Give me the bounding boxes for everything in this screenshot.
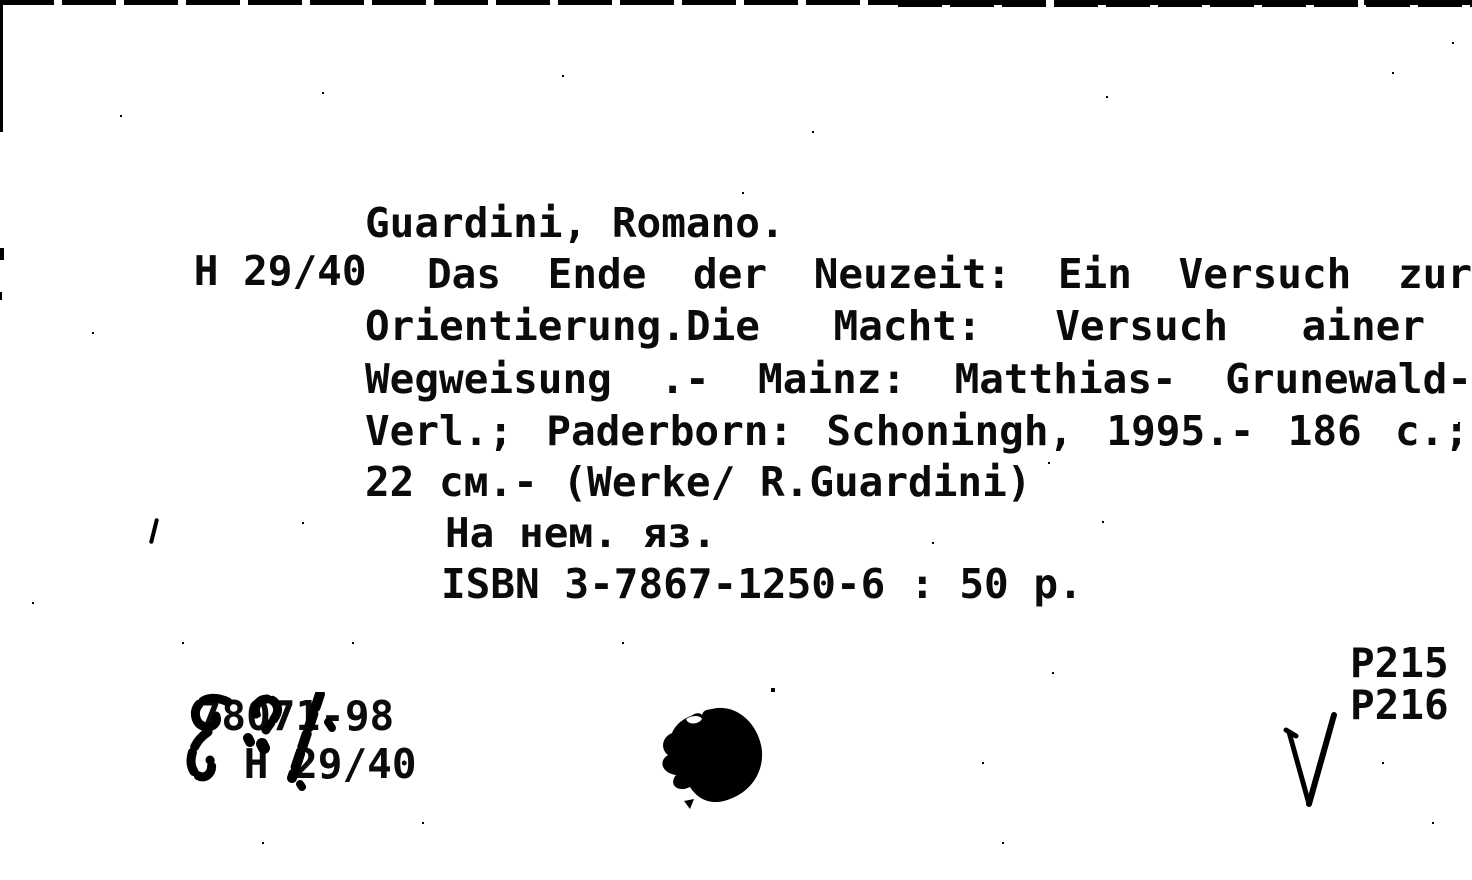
collation-line: 22 см.- (Werke/ R.Guardini) bbox=[365, 458, 1032, 506]
checkmark bbox=[1282, 712, 1342, 812]
handwritten-scribble bbox=[178, 692, 348, 792]
title-line-2: Orientierung.Die Macht: Versuch ainer bbox=[365, 302, 1425, 350]
scan-edge-left-mark-2 bbox=[0, 292, 2, 300]
isbn-line: ISBN 3-7867-1250-6 : 50 p. bbox=[441, 560, 1083, 608]
shelf-code-2: P216 bbox=[1350, 681, 1449, 729]
call-number-bottom: H 29/40 bbox=[243, 740, 417, 788]
scan-noise bbox=[0, 0, 2, 2]
accession-number: 78071-98 bbox=[196, 692, 395, 740]
scan-edge-left-mark bbox=[0, 248, 4, 260]
pencil-tick-mark bbox=[149, 518, 159, 544]
shelf-codes bbox=[1350, 639, 1449, 729]
ink-blot bbox=[650, 703, 772, 811]
header-row bbox=[95, 199, 785, 391]
title-line-1: Das Ende der Neuzeit: Ein Versuch zur bbox=[427, 250, 1472, 298]
language-note: На нем. яз. bbox=[445, 509, 717, 557]
author-heading: Guardini, Romano. bbox=[365, 199, 785, 247]
title-line-3: Wegweisung .- Mainz: Matthias- Grunewald- bbox=[365, 355, 1472, 403]
scan-edge-top-right bbox=[898, 0, 1472, 7]
imprint-line: Verl.; Paderborn: Schoningh, 1995.- 186 c.; bbox=[365, 407, 1469, 455]
call-number: H 29/40 bbox=[193, 247, 367, 295]
scan-edge-left bbox=[0, 0, 3, 132]
shelf-code-1: P215 bbox=[1350, 639, 1449, 687]
